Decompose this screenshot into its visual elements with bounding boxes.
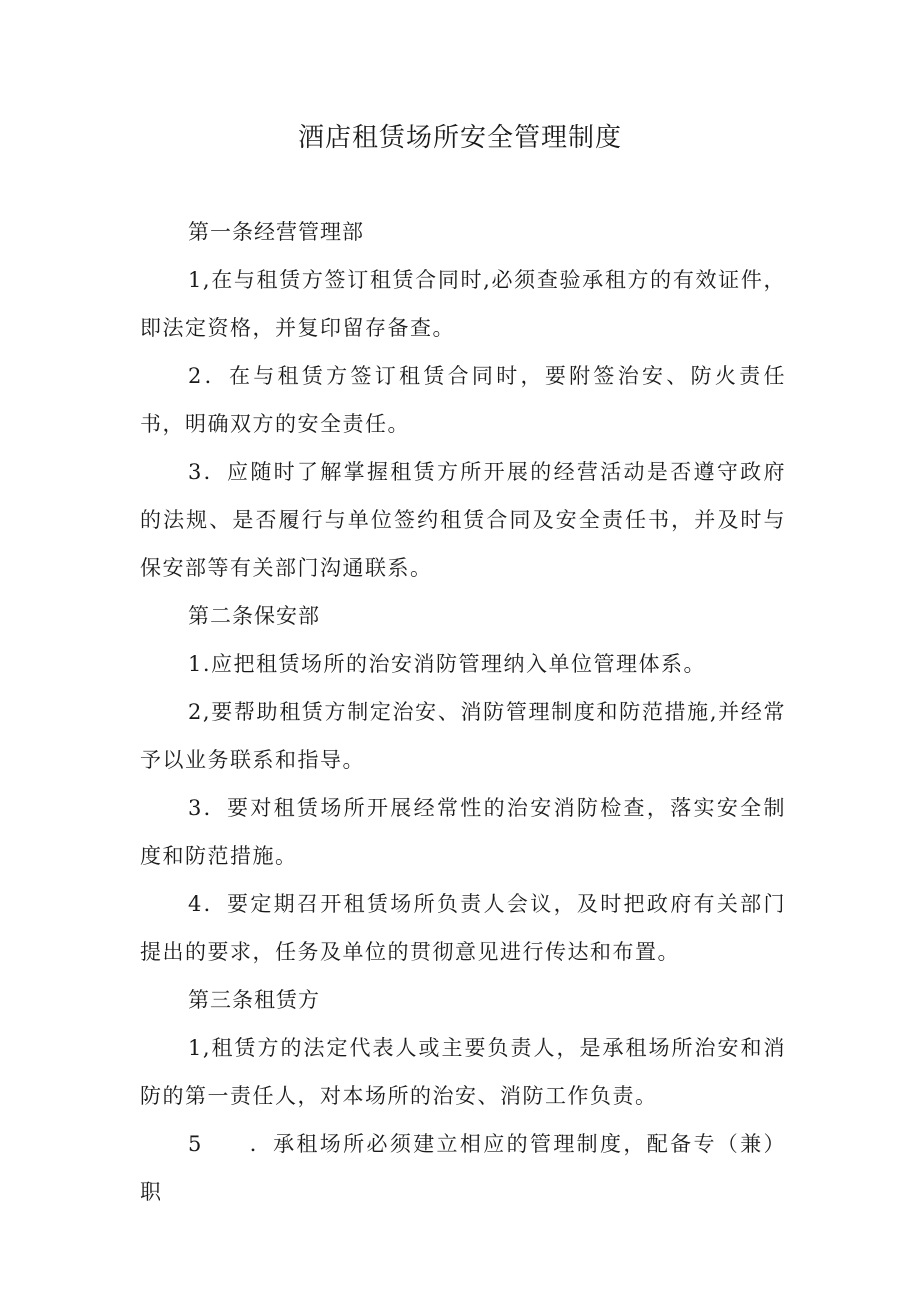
section-item: 1,在与租赁方签订租赁合同时,必须查验承租方的有效证件，即法定资格，并复印留存备查。 [140, 268, 786, 340]
section-item: 1,租赁方的法定代表人或主要负责人，是承租场所治安和消防的第一责任人，对本场所的治安、消防工作负责。 [140, 1036, 786, 1108]
document-body [140, 208, 786, 1216]
item-number: 5 [188, 1132, 203, 1156]
section-heading: 第二条保安部 [188, 604, 320, 628]
section-heading: 第一条经营管理部 [188, 220, 364, 244]
section-heading: 第三条租赁方 [188, 988, 320, 1012]
section-item: 3．要对租赁场所开展经常性的治安消防检查，落实安全制度和防范措施。 [140, 796, 786, 868]
section-item-truncated [140, 1120, 786, 1216]
section-item: 4．要定期召开租赁场所负责人会议，及时把政府有关部门提出的要求，任务及单位的贯彻意见进行传达和布置。 [140, 892, 786, 964]
section-item: 3．应随时了解掌握租赁方所开展的经营活动是否遵守政府的法规、是否履行与单位签约租赁合同及安全责任书，并及时与保安部等有关部门沟通联系。 [140, 460, 786, 580]
section-item: 2．在与租赁方签订租赁合同时，要附签治安、防火责任书，明确双方的安全责任。 [140, 364, 786, 436]
item-text: ．承租场所必须建立相应的管理制度，配备专（兼）职 [140, 1132, 786, 1204]
section-item: 1.应把租赁场所的治安消防管理纳入单位管理体系。 [188, 652, 707, 676]
section-item: 2,要帮助租赁方制定治安、消防管理制度和防范措施,并经常予以业务联系和指导。 [140, 700, 786, 772]
document-title: 酒店租赁场所安全管理制度 [297, 123, 622, 153]
